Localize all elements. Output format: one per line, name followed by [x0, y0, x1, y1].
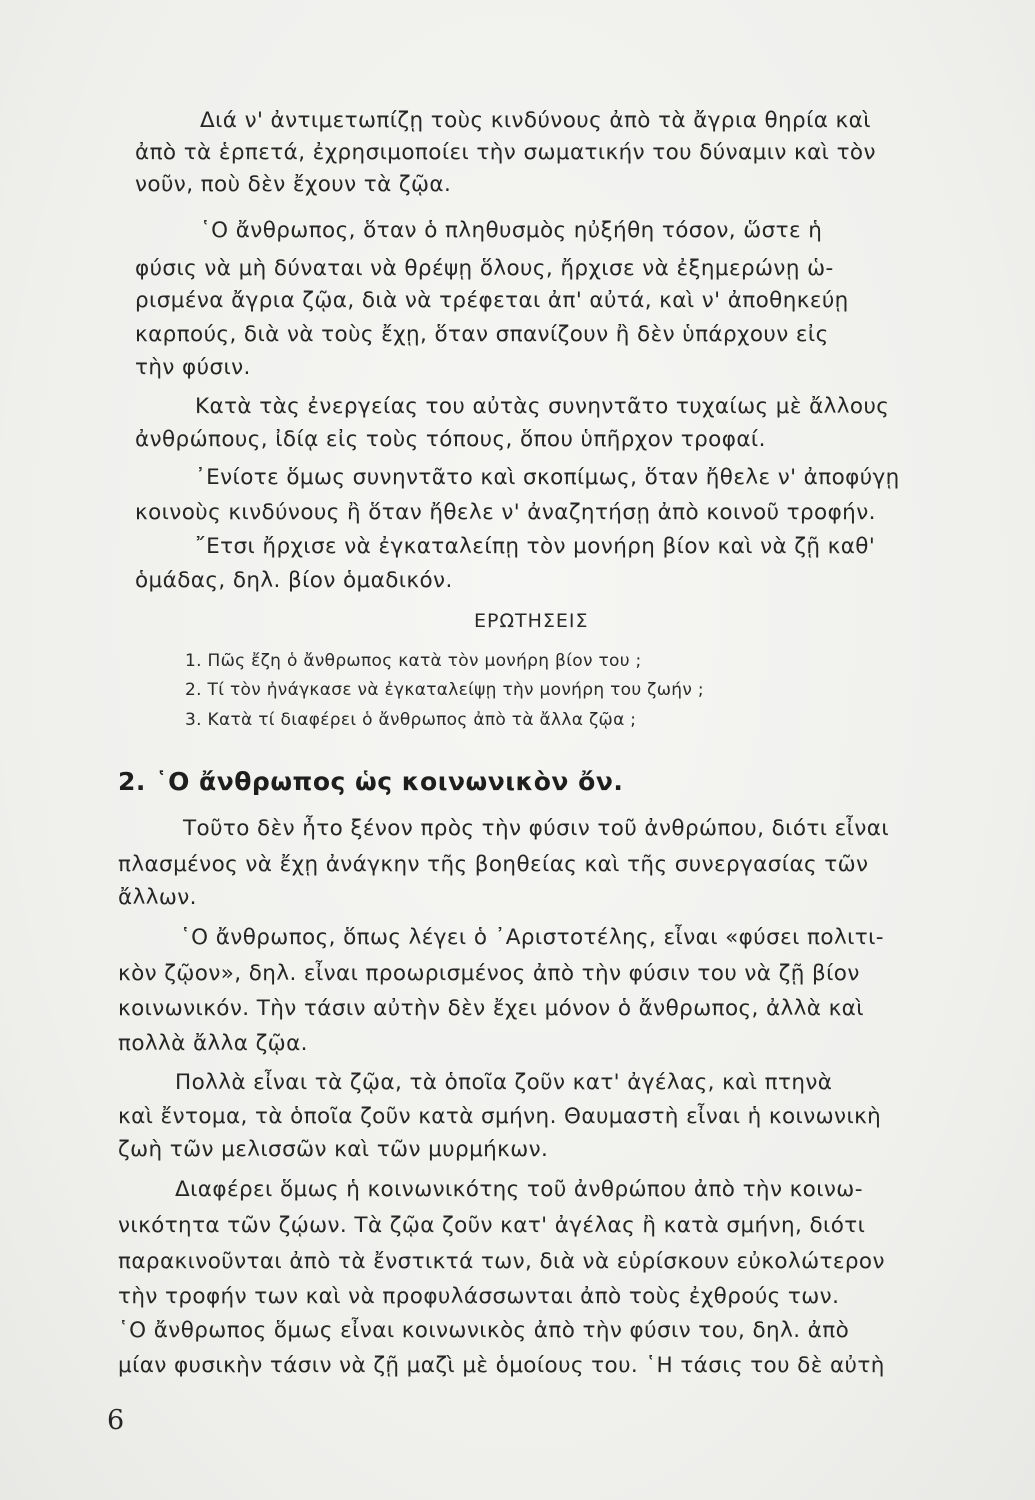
- text-line: φύσις νὰ μὴ δύναται νὰ θρέψῃ ὅλους, ἤρχισε νὰ ἐξημερώνῃ ὡ-: [135, 256, 834, 281]
- text-line: ῎Ετσι ἤρχισε νὰ ἐγκαταλείπῃ τὸν μονήρη βίον καὶ νὰ ζῇ καθ': [195, 534, 876, 559]
- text-line: πολλὰ ἄλλα ζῷα.: [118, 1031, 308, 1056]
- text-line: Διαφέρει ὅμως ἡ κοινωνικότης τοῦ ἀνθρώπου ἀπὸ τὴν κοινω-: [175, 1177, 863, 1202]
- text-line: Τοῦτο δὲν ἦτο ξένον πρὸς τὴν φύσιν τοῦ ἀνθρώπου, διότι εἶναι: [183, 816, 889, 841]
- text-line: Διά ν' ἀντιμετωπίζῃ τοὺς κινδύνους ἀπὸ τὰ ἄγρια θηρία καὶ: [200, 108, 871, 133]
- text-line: κοινοὺς κινδύνους ἢ ὅταν ἤθελε ν' ἀναζητήσῃ ἀπὸ κοινοῦ τροφήν.: [135, 500, 876, 525]
- text-line: τὴν φύσιν.: [135, 355, 251, 380]
- text-line: κοινωνικόν. Τὴν τάσιν αὐτὴν δὲν ἔχει μόνον ὁ ἄνθρωπος, ἀλλὰ καὶ: [118, 996, 864, 1021]
- text-line: Κατὰ τὰς ἐνεργείας του αὐτὰς συνηντᾶτο τυχαίως μὲ ἄλλους: [195, 394, 890, 419]
- text-line: πλασμένος νὰ ἔχῃ ἀνάγκην τῆς βοηθείας καὶ τῆς συνεργασίας τῶν: [118, 852, 869, 877]
- text-line: καὶ ἔντομα, τὰ ὁποῖα ζοῦν κατὰ σμήνη. Θαυμαστὴ εἶναι ἡ κοινωνικὴ: [118, 1104, 882, 1129]
- text-line: ῾Ο ἄνθρωπος, ὅταν ὁ πληθυσμὸς ηὐξήθη τόσον, ὥστε ἡ: [200, 218, 823, 243]
- text-line: νοῦν, ποὺ δὲν ἔχουν τὰ ζῷα.: [135, 172, 452, 197]
- text-line: ῾Ο ἄνθρωπος ὅμως εἶναι κοινωνικὸς ἀπὸ τὴν φύσιν του, δηλ. ἀπὸ: [118, 1318, 850, 1343]
- text-line: μίαν φυσικὴν τάσιν νὰ ζῇ μαζὶ μὲ ὁμοίους του. ῾Η τάσις του δὲ αὐτὴ: [118, 1353, 885, 1378]
- text-line: ᾿Ενίοτε ὅμως συνηντᾶτο καὶ σκοπίμως, ὅταν ἤθελε ν' ἀποφύγῃ: [195, 465, 900, 490]
- section-heading: 2. ῾Ο ἄνθρωπος ὡς κοινωνικὸν ὄν.: [118, 767, 624, 796]
- text-line: ρισμένα ἄγρια ζῷα, διὰ νὰ τρέφεται ἀπ' αὐτά, καὶ ν' ἀποθηκεύῃ: [135, 288, 849, 313]
- text-line: ζωὴ τῶν μελισσῶν καὶ τῶν μυρμήκων.: [118, 1137, 549, 1162]
- text-line: παρακινοῦνται ἀπὸ τὰ ἔνστικτά των, διὰ νὰ εὑρίσκουν εὐκολώτερον: [118, 1249, 885, 1274]
- text-line: τὴν τροφήν των καὶ νὰ προφυλάσσωνται ἀπὸ τοὺς ἐχθρούς των.: [118, 1284, 840, 1309]
- text-line: ἀπὸ τὰ ἑρπετά, ἐχρησιμοποίει τὴν σωματικήν του δύναμιν καὶ τὸν: [135, 140, 876, 165]
- question-item: 3. Κατὰ τί διαφέρει ὁ ἄνθρωπος ἀπὸ τὰ ἄλλα ζῷα ;: [185, 710, 637, 730]
- page-number: 6: [107, 1405, 125, 1436]
- text-line: καρπούς, διὰ νὰ τοὺς ἔχῃ, ὅταν σπανίζουν ἢ δὲν ὑπάρχουν εἰς: [135, 322, 829, 347]
- text-line: κὸν ζῷον», δηλ. εἶναι προωρισμένος ἀπὸ τὴν φύσιν του νὰ ζῇ βίον: [118, 961, 860, 986]
- text-line: ῾Ο ἄνθρωπος, ὅπως λέγει ὁ ᾿Αριστοτέλης, εἶναι «φύσει πολιτι-: [180, 925, 884, 950]
- text-line: ἀνθρώπους, ἰδίᾳ εἰς τοὺς τόπους, ὅπου ὑπῆρχον τροφαί.: [135, 427, 766, 452]
- text-line: ὁμάδας, δηλ. βίον ὁμαδικόν.: [135, 568, 453, 593]
- question-item: 2. Τί τὸν ἠνάγκασε νὰ ἐγκαταλείψῃ τὴν μονήρη του ζωήν ;: [185, 680, 704, 700]
- question-item: 1. Πῶς ἔζη ὁ ἄνθρωπος κατὰ τὸν μονήρη βίον του ;: [185, 651, 642, 671]
- text-line: ἄλλων.: [118, 885, 197, 910]
- text-line: Πολλὰ εἶναι τὰ ζῷα, τὰ ὁποῖα ζοῦν κατ' ἀγέλας, καὶ πτηνὰ: [175, 1070, 833, 1095]
- text-line: νικότητα τῶν ζῴων. Τὰ ζῷα ζοῦν κατ' ἀγέλας ἢ κατὰ σμήνη, διότι: [118, 1213, 866, 1238]
- questions-title: ΕΡΩΤΗΣΕΙΣ: [474, 610, 589, 632]
